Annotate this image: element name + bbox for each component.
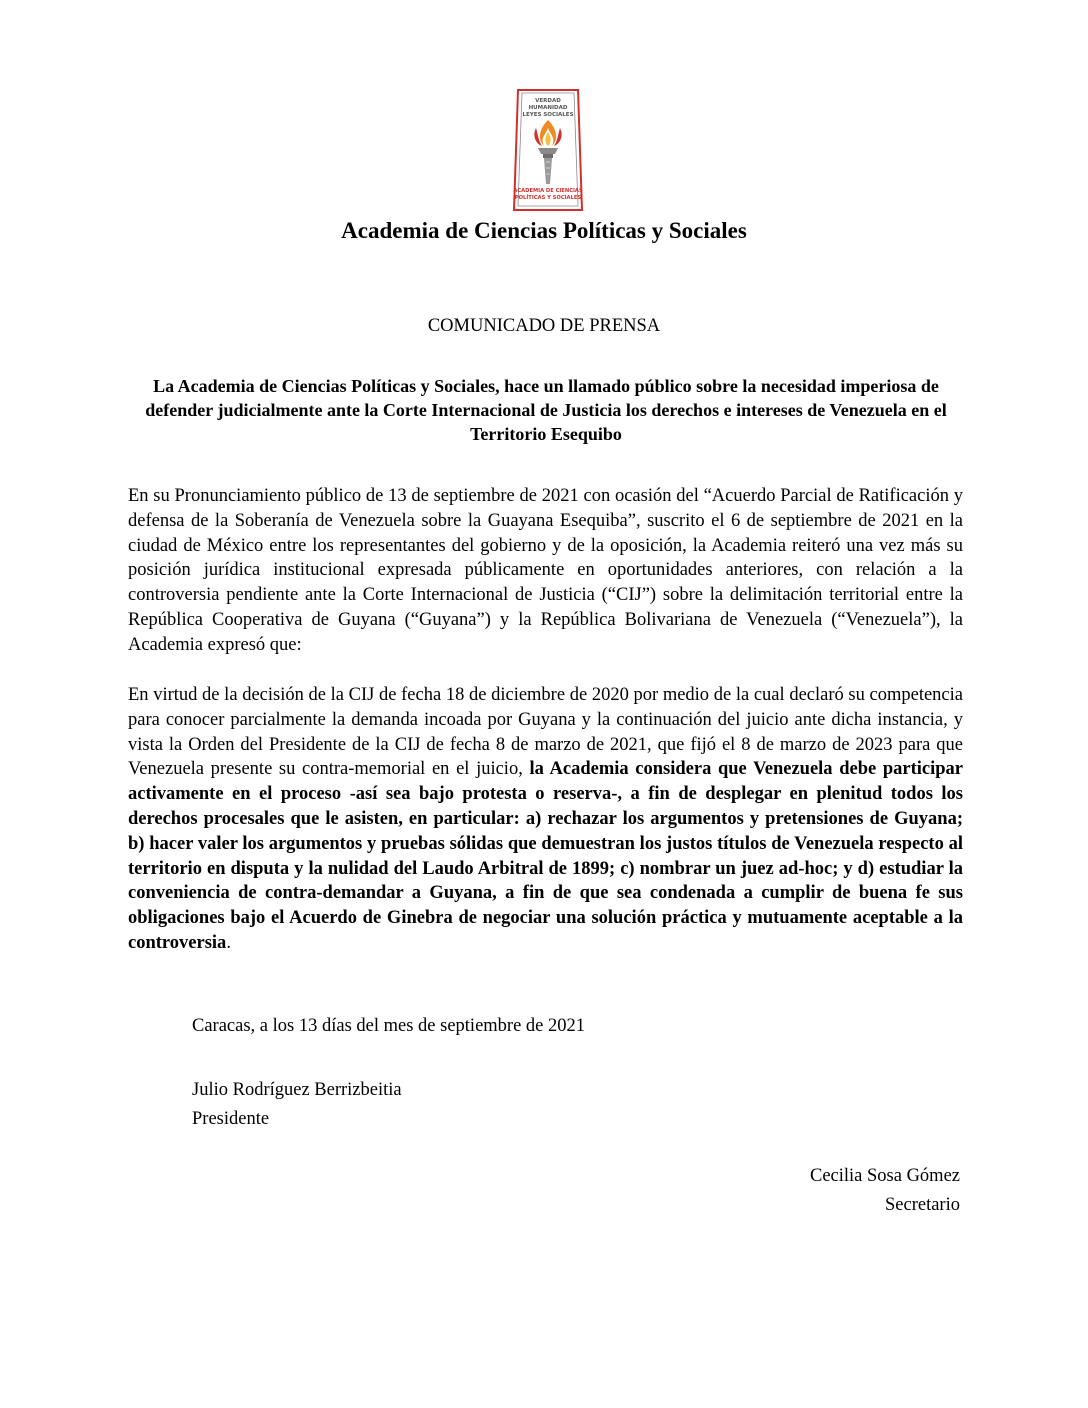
logo-bottom-line-2: POLÍTICAS Y SOCIALES	[514, 195, 582, 201]
headline: La Academia de Ciencias Políticas y Sociales, hace un llamado público sobre la necesidad imperiosa de defender judicialmente ante la Corte Internacional de Justicia los derechos e intereses de Venezuela en el Territorio Esequibo	[145, 376, 947, 444]
signature-name: Julio Rodríguez Berrizbeitia	[192, 1080, 402, 1100]
logo-top-line-3: LEYES SOCIALES	[522, 112, 574, 118]
signature-president	[192, 1076, 402, 1134]
organization-title: Academia de Ciencias Políticas y Sociales	[341, 218, 747, 243]
academy-logo	[508, 88, 588, 212]
signature-name: Cecilia Sosa Gómez	[809, 1166, 960, 1186]
signature-title: Presidente	[192, 1109, 270, 1129]
paragraph-2-plain-text: En virtud de la decisión de la CIJ de fecha 18 de diciembre de 2020 por medio de la cual declaró su competencia para conocer parcialmente la demanda incoada por Guyana y la continuación del juicio ante dicha instancia, y vista la Orden del Presidente de la CIJ de fecha 8 de marzo de 2021, que fijó el 8 de marzo de 2023 para que Venezuela presente su contra-memorial en el juicio,	[128, 685, 963, 780]
dateline: Caracas, a los 13 días del mes de septiembre de 2021	[192, 1016, 586, 1036]
logo-top-line-1: VERDAD	[535, 98, 561, 104]
body-paragraph-2	[128, 683, 963, 956]
signature-title: Secretario	[885, 1195, 960, 1215]
paragraph-2-bold-text: la Academia considera que Venezuela debe participar activamente en el proceso -así sea bajo protesta o reserva-, a fin de desplegar en plenitud todos los derechos procesales que le asisten, en particular: a) rechazar los argumentos y pretensiones de Guyana; b) hacer valer los argumentos y pruebas sólidas que demuestran los justos títulos de Venezuela respecto al territorio en disputa y la nulidad del Laudo Arbitral de 1899; c) nombrar un juez ad-hoc; y d) estudiar la conveniencia de contra-demandar a Guyana, a fin de que sea condenada a cumplir de buena fe sus obligaciones bajo el Acuerdo de Ginebra de negociar una solución práctica y mutuamente aceptable a la controversia	[128, 759, 964, 953]
paragraph-2-end: .	[226, 932, 231, 953]
signature-secretary	[810, 1162, 960, 1220]
document-type: COMUNICADO DE PRENSA	[427, 316, 661, 336]
body-paragraph-1: En su Pronunciamiento público de 13 de septiembre de 2021 con ocasión del “Acuerdo Parcial de Ratificación y defensa de la Soberanía de Venezuela sobre la Guayana Esequiba”, suscrito el 6 de septiembre de 2021 en la ciudad de México entre los representantes del gobierno y de la oposición, la Academia reiteró una vez más su posición jurídica institucional expresada públicamente en oportunidades anteriores, con relación a la controversia pendiente ante la Corte Internacional de Justicia (“CIJ”) sobre la delimitación territorial entre la República Cooperativa de Guyana (“Guyana”) y la República Bolivariana de Venezuela (“Venezuela”), la Academia expresó que:	[128, 486, 963, 655]
logo-bottom-line-1: ACADEMIA DE CIENCIAS	[513, 188, 583, 194]
logo-top-line-2: HUMANIDAD	[528, 105, 568, 111]
